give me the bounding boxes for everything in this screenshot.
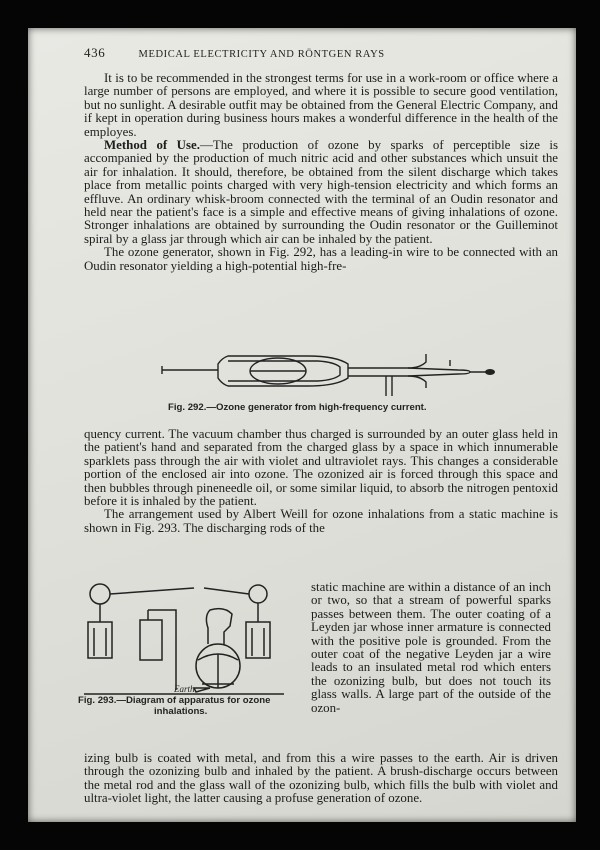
running-header [84, 45, 558, 61]
paragraph-text: quency current. The vacuum chamber thus charged is surrounded by an outer glass held in the patient's hand and separated from the charged glass by a space in which innumerable sparklets pass through the air with violet and ultraviolet rays. This changes a considerable portion of the enclosed air into ozone. The ozonized air is forced through this space and then bubbles through pineneedle oil, or some similar liquid, to absorb the nitrogen pentoxid before it is inhaled by the patient. [84, 427, 558, 509]
paragraph-text: static machine are within a distance of an inch or two, so that a stream of powerful sparks passes between them. The outer coating of a Leyden jar whose inner armature is connected with the positive pole is grounded. From the outer coat of the negative Leyden jar a wire leads to an insulated metal rod which enters the ozonizing bulb, but does not touch its glass walls. A large part of the outside of the ozon- [311, 580, 551, 715]
ozone-apparatus-diagram [84, 566, 302, 704]
paragraph-text: izing bulb is coated with metal, and from this a wire passes to the earth. Air is driven through the ozonizing bulb and inhaled by the patient. A brush-discharge occurs between the metal rod and the glass wall of the ozonizing bulb, which fills the bulb with violet and ultra-violet light, the latter causing a profuse generation of ozone. [84, 751, 558, 806]
figure-292-caption: Fig. 292.—Ozone generator from high-frequency current. [168, 402, 427, 413]
paragraph-ozonizing-bulb [84, 752, 558, 806]
paragraph-text: —The production of ozone by sparks of perceptible size is accompanied by the production of much nitric acid and other substances which unsuit the air for inhalation. It should, therefore, be obtained from the silent discharge which takes place from metallic points charged with very high-tension electricity and which forms an effluve. An ordinary whisk-broom connected with the terminal of an Oudin resonator and held near the patient's face is a simple and effective means of giving inhalations of ozone. Stronger inhalations are obtained by surrounding the Oudin resonator or the Guilleminot spiral by a glass jar through which air can be inhaled by the patient. [84, 138, 559, 246]
paragraph-text: The arrangement used by Albert Weill for ozone inhalations from a static machine is shown in Fig. 293. The discharging rods of the [84, 507, 558, 535]
paragraph-ventilation [84, 72, 558, 139]
running-title: MEDICAL ELECTRICITY AND RÖNTGEN RAYS [138, 49, 385, 60]
paragraph-quency [84, 428, 558, 508]
book-page [28, 28, 576, 822]
paragraph-weill-intro [84, 508, 558, 535]
paragraph-method-of-use [84, 139, 558, 246]
paragraph-lead: Method of Use. [104, 138, 200, 153]
caption-line-2: inhalations. [154, 705, 208, 717]
wrap-text-block [311, 581, 551, 715]
paragraph-ozone-generator [84, 246, 558, 273]
bottom-text-block [84, 752, 558, 806]
middle-text-block [84, 428, 558, 535]
caption-line-1: Fig. 293.—Diagram of apparatus for ozone [78, 695, 271, 706]
earth-label: Earth [174, 684, 195, 694]
page-number: 436 [84, 45, 106, 60]
figure-293-caption [78, 696, 298, 717]
paragraph-text: The ozone generator, shown in Fig. 292, has a leading-in wire to be connected with an Oudin resonator yielding a high-potential high-fre- [84, 245, 558, 273]
ozone-generator-figure [158, 336, 498, 396]
top-text-block [84, 72, 558, 273]
paragraph-text: It is to be recommended in the strongest terms for use in a work-room or office where a large number of persons are employed, and where it is possible to secure good ventilation, but no sunlight. A desirable outfit may be obtained from the General Electric Company, and if kept in operation during business hours makes a wonderful difference in the health of the employes. [84, 71, 558, 139]
